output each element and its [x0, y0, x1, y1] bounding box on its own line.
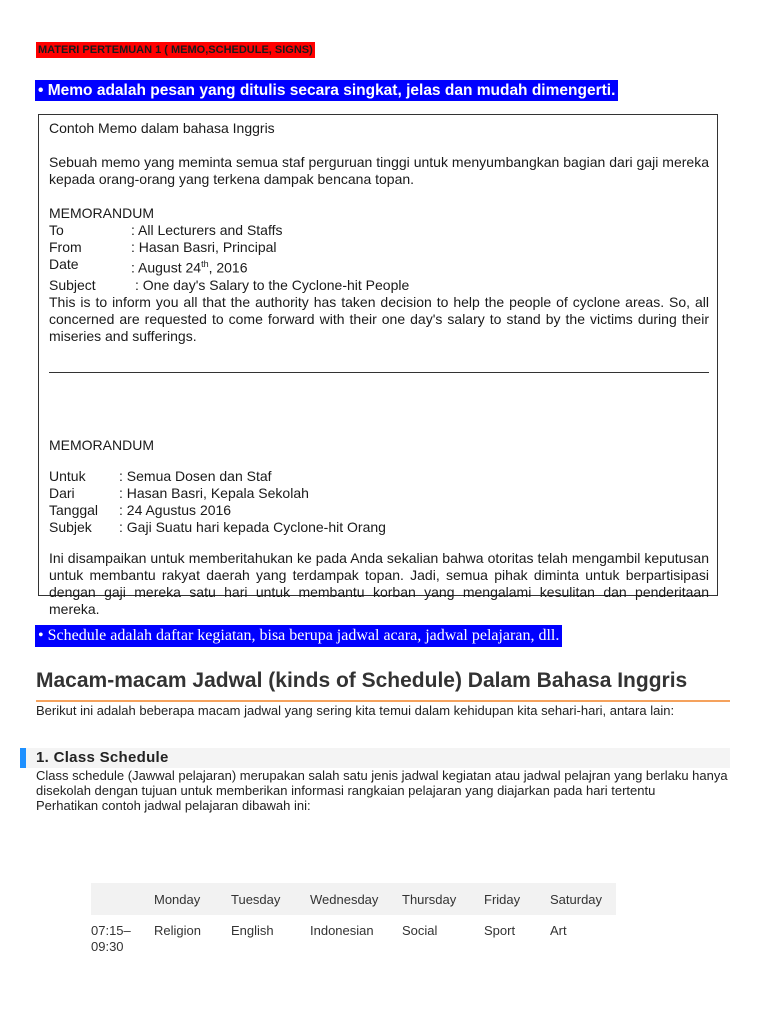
memo-id-from-label: Dari [49, 485, 75, 501]
memo-en-to-row [49, 222, 709, 239]
memo-en-date-label: Date [49, 256, 79, 272]
schedule-intro: Berikut ini adalah beberapa macam jadwal yang sering kita temui dalam kehidupan kita sehari-hari, antara lain: [36, 703, 675, 718]
table-cell: 07:15– 09:30 [91, 923, 131, 954]
table-cell: Sport [484, 923, 516, 938]
topic-label: MATERI PERTEMUAN 1 ( MEMO,SCHEDULE, SIGNS) [38, 44, 313, 56]
table-cell: Art [550, 923, 567, 938]
memo-en-date-sup: th [201, 259, 209, 269]
memo-divider [49, 372, 709, 373]
table-header-cell: Monday [154, 883, 231, 915]
class-schedule-heading-bar [20, 748, 730, 768]
schedule-definition: • Schedule adalah daftar kegiatan, bisa berupa jadwal acara, jadwal pelajaran, dll. [35, 625, 562, 647]
memo-id-from-value: : Hasan Basri, Kepala Sekolah [119, 485, 309, 501]
memo-id-subject-row [49, 519, 709, 536]
memo-id-to-row [49, 468, 709, 485]
memo-id-date-value: : 24 Agustus 2016 [119, 502, 232, 518]
table-header-cell: Wednesday [310, 883, 402, 915]
memo-en-to-label: To [49, 222, 64, 238]
class-schedule-description [36, 768, 730, 813]
memo-en-date-post: , 2016 [208, 259, 248, 276]
table-header-cell: Tuesday [231, 883, 310, 915]
memo-en-body: This is to inform you all that the authority has taken decision to help the people of cyclone areas. So, all concerned are requested to come forward with their one day's salary to stand by the victims during their miseries and sufferings. [49, 293, 709, 344]
memo-id-subject-value: : Gaji Suatu hari kepada Cyclone-hit Orang [119, 519, 386, 535]
table-cell: Social [402, 923, 438, 938]
memo-id-to-value: : Semua Dosen dan Staf [119, 468, 272, 484]
table-cell: Indonesian [310, 923, 374, 938]
memo-en-to-value: : All Lecturers and Staffs [131, 222, 283, 238]
table-cell: Religion [154, 923, 201, 938]
table-header-cell: Thursday [402, 883, 484, 915]
table-row [91, 915, 616, 955]
memo-en-from-row [49, 239, 709, 256]
memo-en-subject-label: Subject [49, 276, 96, 293]
memo-id-heading: MEMORANDUM [49, 437, 154, 453]
memo-id-date-label: Tanggal [49, 502, 99, 518]
memo-en-from-label: From [49, 239, 82, 255]
memo-box-intro: Sebuah memo yang meminta semua staf perguruan tinggi untuk menyumbangkan bagian dari gaji mereka kepada orang-orang yang terkena dampak bencana topan. [49, 154, 709, 187]
memo-box-title: Contoh Memo dalam bahasa Inggris [49, 120, 275, 136]
memo-en-date-pre: : August 24 [131, 259, 202, 276]
memo-en-subject-value: : One day's Salary to the Cyclone-hit People [135, 276, 410, 293]
class-schedule-table [91, 883, 616, 955]
class-schedule-note: Perhatikan contoh jadwal pelajaran dibawah ini: [36, 798, 311, 813]
heading-accent-bar [20, 748, 26, 768]
memo-en-date-row [49, 256, 709, 277]
schedule-heading: Macam-macam Jadwal (kinds of Schedule) Dalam Bahasa Inggris [36, 668, 730, 702]
memo-en-subject-row [49, 277, 709, 294]
memo-id-to-label: Untuk [49, 468, 86, 484]
table-header-cell: Friday [484, 883, 550, 915]
memo-id-subject-label: Subjek [49, 519, 92, 535]
table-header-cell: Saturday [550, 883, 616, 915]
table-header-row [91, 883, 616, 915]
memo-id-from-row [49, 485, 709, 502]
memo-definition: • Memo adalah pesan yang ditulis secara singkat, jelas dan mudah dimengerti. [35, 80, 618, 101]
memo-id-body: Ini disampaikan untuk memberitahukan ke pada Anda sekalian bahwa otoritas telah mengambil keputusan untuk membantu rakyat daerah yang terdampak topan. Jadi, semua pihak diminta untuk berpartisipasi dengan gaji mereka satu hari untuk membantu korban yang mengalami kesulitan dan penderitaan mereka. [49, 550, 709, 617]
memo-en-from-value: : Hasan Basri, Principal [131, 239, 277, 255]
memo-id-date-row [49, 502, 709, 519]
class-schedule-heading: 1. Class Schedule [36, 749, 169, 766]
table-header-cell [91, 883, 154, 915]
table-cell: English [231, 923, 274, 938]
memo-en-heading: MEMORANDUM [49, 205, 154, 221]
memo-example-box [38, 114, 718, 617]
memo-en-date-value [131, 256, 248, 277]
class-schedule-desc: Class schedule (Jawwal pelajaran) merupakan salah satu jenis jadwal kegiatan atau jadwal pelajran yang berlaku hanya disekolah dengan tujuan untuk memberikan informasi rangkaian pelajaran yang diajarkan pada hari tertentu [36, 768, 728, 798]
